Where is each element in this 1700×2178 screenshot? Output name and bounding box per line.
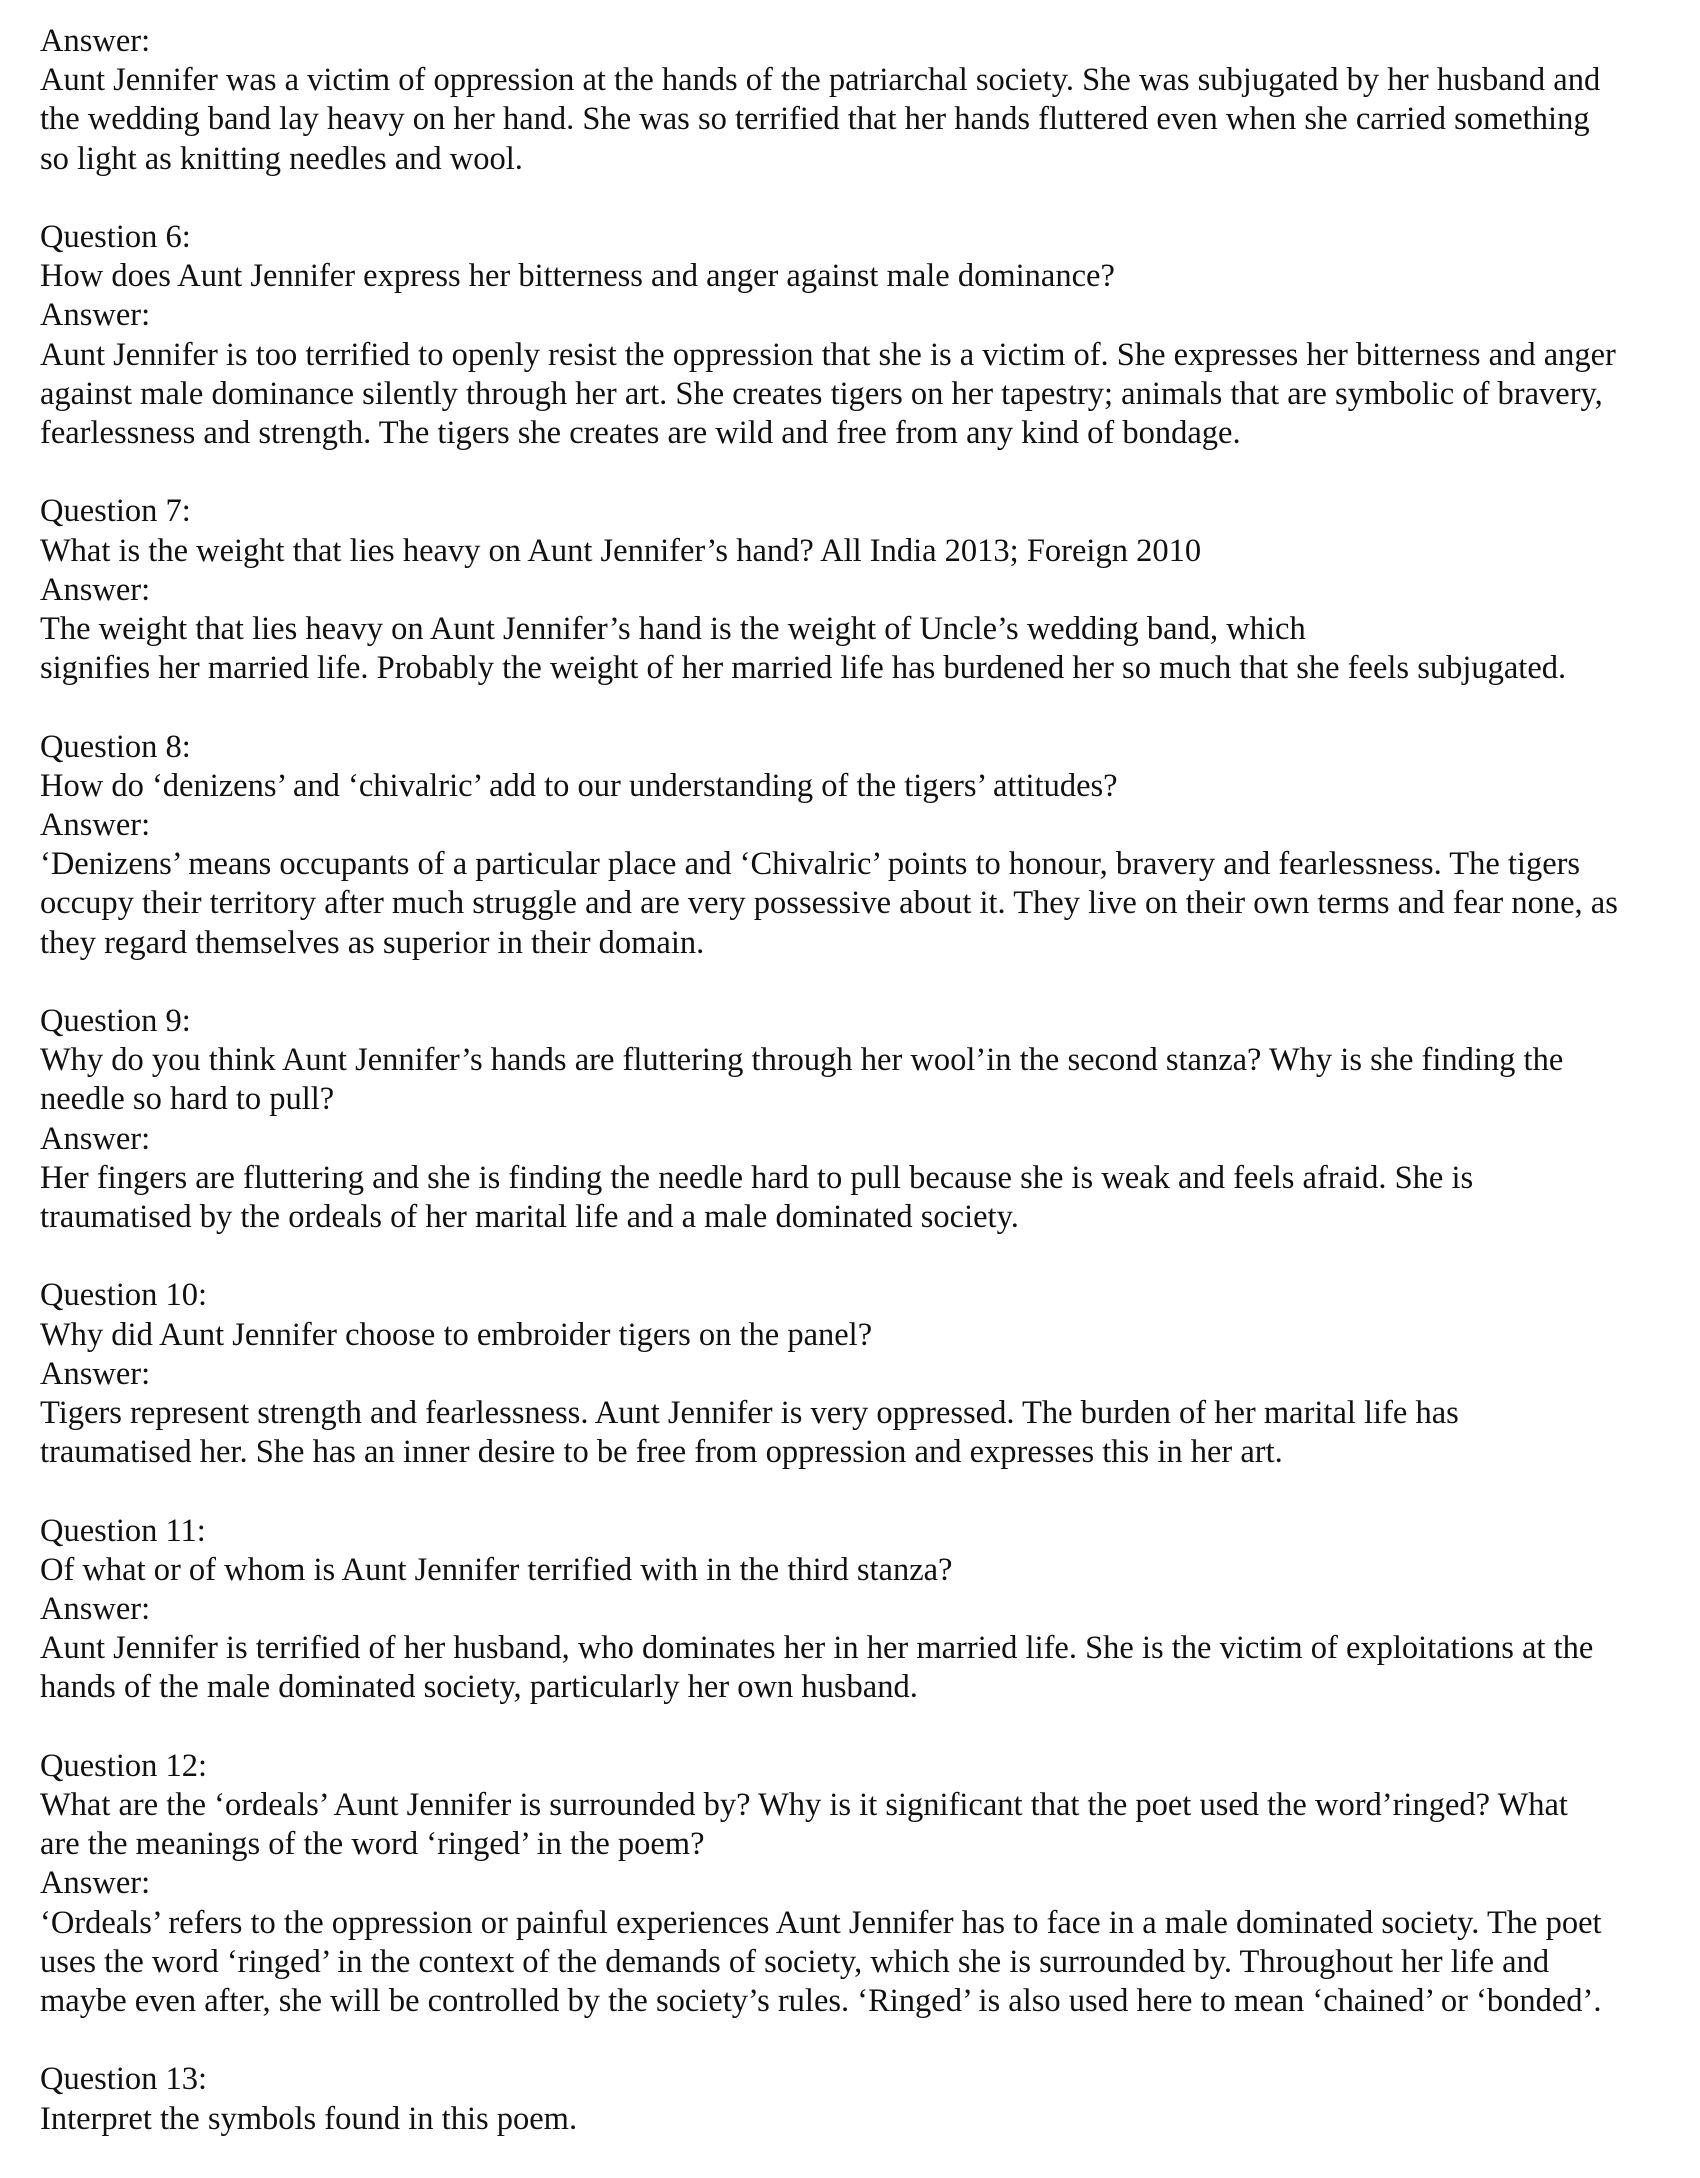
answer-text-line: fearlessness and strength. The tigers she creates are wild and free from any kind of bondage.: [40, 415, 1241, 452]
question-label: Question 8:: [40, 728, 191, 765]
question-text: Why did Aunt Jennifer choose to embroider tigers on the panel?: [40, 1316, 873, 1353]
answer-text-line: uses the word ‘ringed’ in the context of the demands of society, which she is surrounded by. Throughout her life and: [40, 1943, 1550, 1980]
question-label: Question 12:: [40, 1747, 208, 1784]
answer-text-line: they regard themselves as superior in their domain.: [40, 924, 705, 961]
answer-label: Answer:: [40, 1355, 151, 1392]
question-label: Question 9:: [40, 1003, 191, 1040]
question-text: How does Aunt Jennifer express her bitterness and anger against male dominance?: [40, 258, 1115, 295]
answer-label: Answer:: [40, 1120, 151, 1157]
answer-text-line: Aunt Jennifer was a victim of oppression at the hands of the patriarchal society. She was subjugated by her husband and: [40, 62, 1601, 99]
answer-text-line: hands of the male dominated society, particularly her own husband.: [40, 1669, 918, 1706]
answer-text-line: so light as knitting needles and wool.: [40, 140, 523, 177]
answer-label: Answer:: [40, 1591, 151, 1628]
question-text: needle so hard to pull?: [40, 1081, 335, 1118]
question-label: Question 6:: [40, 219, 191, 255]
answer-text-line: occupy their territory after much struggle and are very possessive about it. They live on their own terms and fear none, as: [40, 885, 1618, 922]
answer-label: Answer:: [40, 571, 151, 608]
qa-block-6: [40, 218, 1680, 453]
answer-text-line: Aunt Jennifer is terrified of her husband, who dominates her in her married life. She is the victim of exploitations at the: [40, 1630, 1594, 1667]
qa-block-13: [40, 2060, 1680, 2138]
question-text: are the meanings of the word ‘ringed’ in the poem?: [40, 1826, 705, 1863]
qa-block-8: [40, 728, 1680, 963]
answer-label: Answer:: [40, 1865, 151, 1902]
answer-label: Answer:: [40, 807, 151, 844]
answer-text-line: maybe even after, she will be controlled by the society’s rules. ‘Ringed’ is also used here to mean ‘chained’ or ‘bonded’.: [40, 1983, 1602, 2020]
question-label: Question 7:: [40, 493, 191, 530]
answer-text-line: ‘Denizens’ means occupants of a particular place and ‘Chivalric’ points to honour, bravery and fearlessness. The tigers: [40, 846, 1581, 883]
answer-text-line: Tigers represent strength and fearlessness. Aunt Jennifer is very oppressed. The burden of her marital life has: [40, 1395, 1459, 1432]
question-text: Interpret the symbols found in this poem.: [40, 2100, 578, 2137]
answer-text-line: the wedding band lay heavy on her hand. She was so terrified that her hands fluttered even when she carried something: [40, 101, 1590, 138]
qa-block-12: [40, 1747, 1680, 2021]
answer-text-line: traumatised by the ordeals of her marital life and a male dominated society.: [40, 1199, 1019, 1236]
answer-text-line: Aunt Jennifer is too terrified to openly resist the oppression that she is a victim of. She expresses her bitterness and anger: [40, 336, 1616, 373]
question-text: Of what or of whom is Aunt Jennifer terrified with in the third stanza?: [40, 1551, 953, 1588]
answer-label: Answer:: [40, 23, 151, 59]
answer-text-line: The weight that lies heavy on Aunt Jennifer’s hand is the weight of Uncle’s wedding band, which: [40, 611, 1306, 648]
question-text: What are the ‘ordeals’ Aunt Jennifer is surrounded by? Why is it significant that the poet used the word’ringed? What: [40, 1787, 1568, 1824]
qa-block-9: [40, 1002, 1680, 1237]
question-label: Question 10:: [40, 1277, 208, 1314]
answer-text-line: traumatised her. She has an inner desire to be free from oppression and expresses this in her art.: [40, 1434, 1283, 1471]
answer-text-line: ‘Ordeals’ refers to the oppression or painful experiences Aunt Jennifer has to face in a male dominated society. The poet: [40, 1904, 1602, 1941]
question-text: What is the weight that lies heavy on Aunt Jennifer’s hand? All India 2013; Foreign 2010: [40, 532, 1202, 569]
question-label: Question 11:: [40, 1512, 206, 1549]
qa-block-7: [40, 492, 1680, 688]
question-text: How do ‘denizens’ and ‘chivalric’ add to our understanding of the tigers’ attitudes?: [40, 767, 1118, 804]
answer-text-line: Her fingers are fluttering and she is finding the needle hard to pull because she is weak and feels afraid. She is: [40, 1159, 1474, 1196]
answer-text-line: signifies her married life. Probably the weight of her married life has burdened her so much that she feels subjugated.: [40, 650, 1567, 687]
answer-label: Answer:: [40, 297, 151, 334]
qa-block-5-answer: [40, 22, 1680, 179]
document-body: [40, 22, 1680, 2178]
answer-text-line: against male dominance silently through her art. She creates tigers on her tapestry; animals that are symbolic of bravery,: [40, 375, 1603, 412]
qa-block-10: [40, 1276, 1680, 1472]
question-text: Why do you think Aunt Jennifer’s hands are fluttering through her wool’in the second stanza? Why is she finding the: [40, 1042, 1564, 1079]
question-label: Question 13:: [40, 2061, 208, 2098]
qa-block-11: [40, 1512, 1680, 1708]
